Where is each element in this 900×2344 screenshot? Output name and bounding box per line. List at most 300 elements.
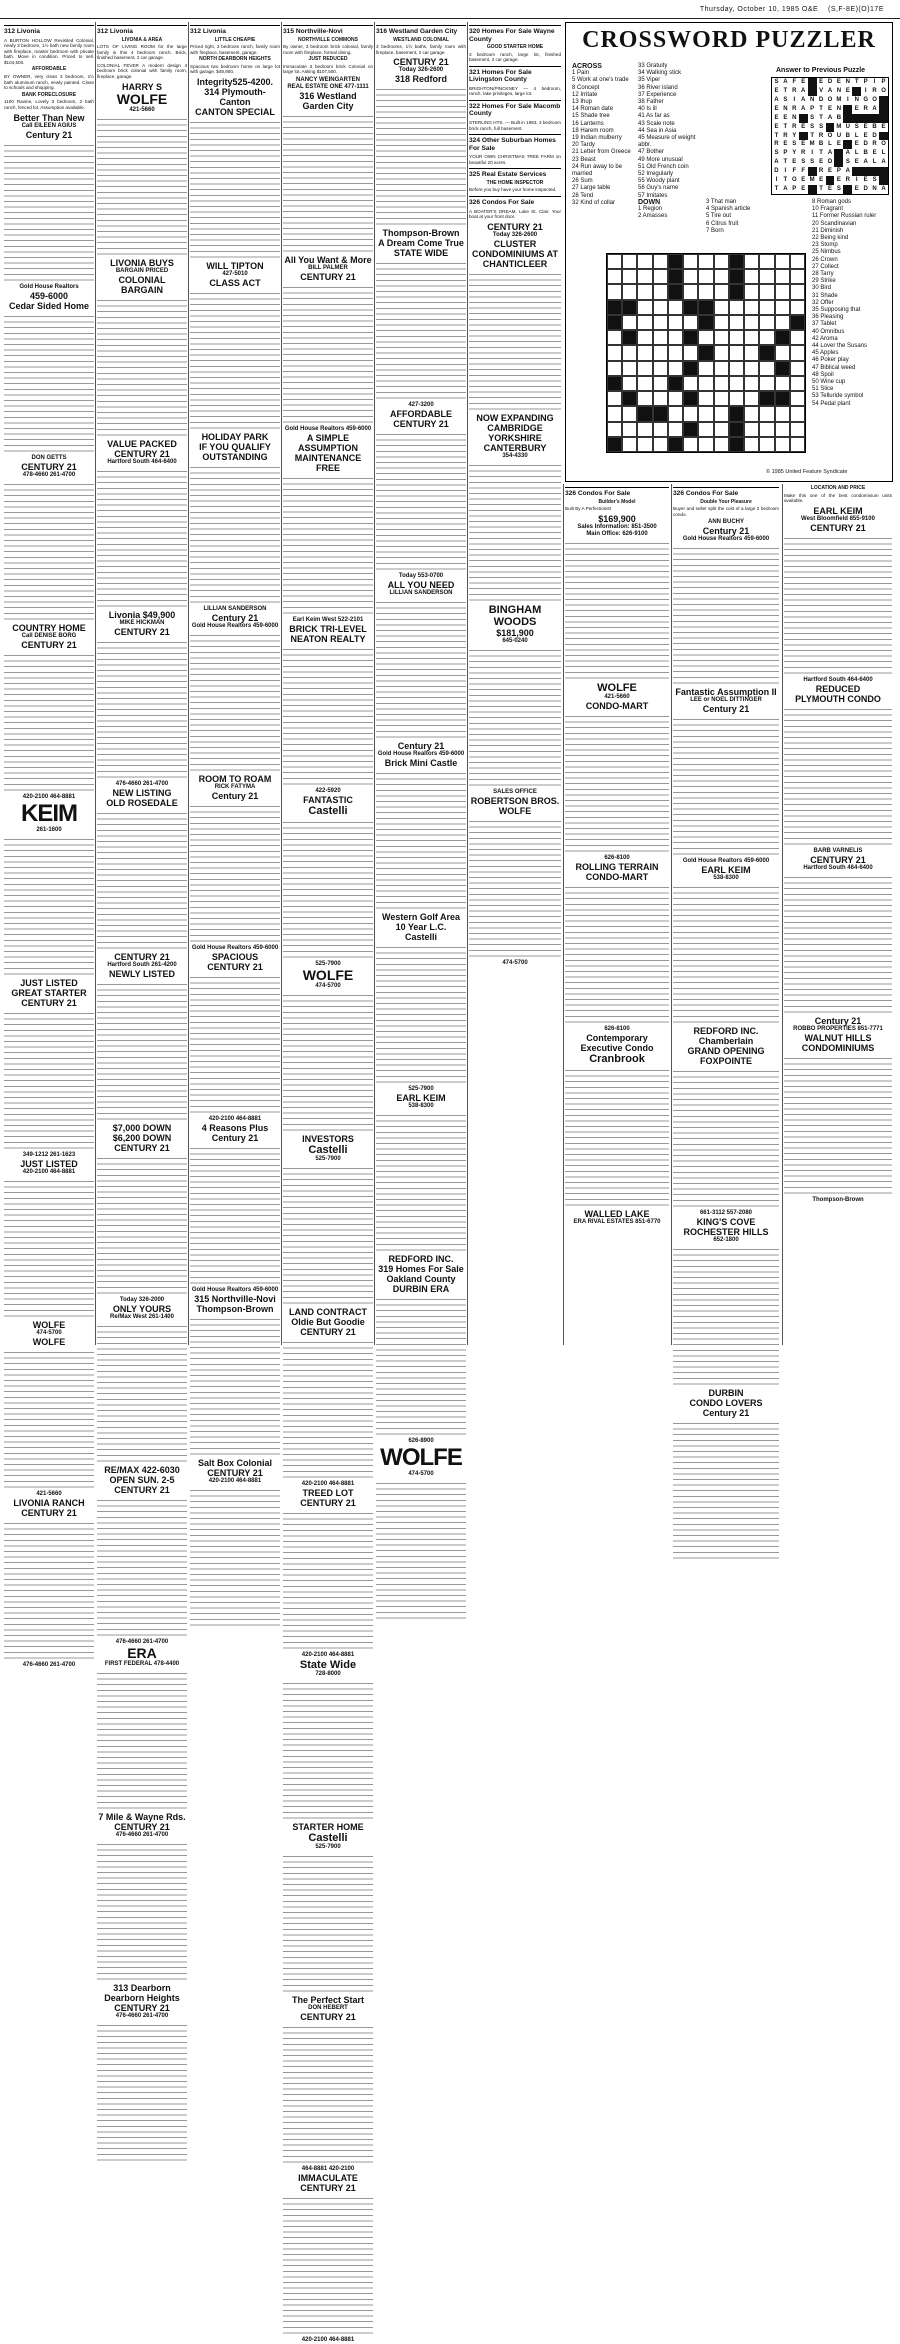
puzzle-cell <box>653 300 668 315</box>
ad-body: LOTS OF LIVING ROOM for the large family in this 4 bedroom ranch. Brick, finished basement, 2 car garage. <box>97 44 187 61</box>
display-ad-text: LEE or NOEL DITTINGER <box>690 697 762 704</box>
ad-text-block <box>97 297 187 437</box>
display-ad-text: 349-1212 261-1623 <box>22 1151 76 1158</box>
puzzle-cell <box>698 422 713 437</box>
display-ad-text: LIVONIA BUYS <box>110 257 174 268</box>
answer-cell: T <box>819 105 823 112</box>
down-list-2 <box>706 199 768 235</box>
display-ad-text: CONDO-MART <box>585 700 649 711</box>
display-ad-text: ALL YOU NEED <box>387 580 455 591</box>
display-ad-text: Castelli <box>404 932 437 943</box>
puzzle-cell <box>653 254 668 269</box>
answer-cell: A <box>827 87 833 94</box>
display-ad-text: 476-4660 261-4700 <box>22 1661 76 1668</box>
ad-text-block <box>190 464 280 604</box>
puzzle-cell <box>668 284 683 299</box>
classified-ad <box>469 86 561 97</box>
ad-text-block <box>97 116 187 256</box>
answer-cell <box>879 167 888 176</box>
answer-cell: A <box>801 87 806 94</box>
column-rule <box>374 22 375 1345</box>
puzzle-cell <box>790 376 805 391</box>
puzzle-cell <box>607 376 622 391</box>
answer-cell: O <box>881 141 886 148</box>
puzzle-cell <box>775 315 790 330</box>
display-ad-text: 474-5700 <box>36 1329 62 1336</box>
puzzle-cell <box>653 376 668 391</box>
display-ad-text: ANN BUCHY <box>708 519 744 526</box>
answer-cell: E <box>854 105 859 112</box>
clue: 44 Sea in Asia <box>638 127 677 134</box>
answer-cell: S <box>810 159 815 166</box>
puzzle-cell <box>653 361 668 376</box>
answer-cell: S <box>810 114 815 121</box>
ad-body: 3 bedrooms, 1½ baths, family room with fireplace, basement, 2 car garage. <box>376 44 466 55</box>
answer-cell <box>879 114 888 123</box>
display-ad-text: FANTASTIC <box>303 795 353 806</box>
display-ad-text: Cranbrook <box>589 1052 645 1065</box>
display-ad-text: BRICK TRI-LEVEL <box>289 624 367 635</box>
display-ad-text: 313 Dearborn Dearborn Heights <box>104 1982 180 2003</box>
ad-text-block <box>97 468 187 608</box>
answer-cell: A <box>801 105 806 112</box>
answer-cell: Y <box>792 132 797 139</box>
classified-ad <box>673 500 779 518</box>
section-heading: 312 Livonia <box>97 25 187 36</box>
puzzle-cell <box>668 269 683 284</box>
answer-cell: I <box>775 177 778 184</box>
puzzle-cell <box>622 406 637 421</box>
display-ad-text: Cedar Sided Home <box>8 300 90 311</box>
puzzle-cell <box>637 406 652 421</box>
puzzle-cell <box>790 269 805 284</box>
answer-cell: A <box>881 159 886 166</box>
ad-text-block <box>283 1510 373 1650</box>
ad-text-block <box>4 142 94 282</box>
display-ad-text: Call EILEEN AGIUS <box>21 122 77 129</box>
display-ad-text: 652-1800 <box>713 1237 739 1244</box>
clue: 27 Large table <box>572 185 611 192</box>
puzzle-cell <box>714 284 729 299</box>
ad-text-block <box>376 431 466 571</box>
puzzle-cell <box>653 391 668 406</box>
ad-text-block <box>190 119 280 259</box>
answer-cell: P <box>836 168 841 175</box>
display-ad-text: Thompson-Brown <box>196 1304 274 1315</box>
puzzle-cell <box>698 437 713 452</box>
display-ad-text: RICK FATYMA <box>214 784 256 791</box>
classified-column <box>190 22 280 1485</box>
ad-text-block <box>190 1145 280 1285</box>
clue: 46 Poker play <box>812 357 849 364</box>
display-ad-text: 474-5700 <box>502 959 528 966</box>
answer-cell: A <box>827 114 833 121</box>
puzzle-cell <box>698 345 713 360</box>
clue: 40 Is ill <box>638 106 657 113</box>
ad-text-block <box>376 1296 466 1436</box>
answer-cell: T <box>810 132 814 139</box>
down-clues-3 <box>812 199 888 408</box>
display-ad-text: A SIMPLE ASSUMPTION <box>297 433 358 454</box>
answer-cell: L <box>828 141 832 148</box>
clue: 43 Scale note <box>638 120 675 127</box>
masthead <box>700 6 884 13</box>
display-ad-text: 427-3200 <box>408 402 434 409</box>
puzzle-cell <box>637 254 652 269</box>
ad-headline: WESTLAND COLONIAL <box>393 36 449 43</box>
clue: 13 Ihup <box>572 99 593 106</box>
ad-text-block <box>283 992 373 1132</box>
display-ad-text: NOW EXPANDING <box>476 412 554 423</box>
across-label: ACROSS <box>572 63 602 70</box>
display-ad-text: 476-4660 261-4700 <box>115 2012 169 2019</box>
answer-cell: R <box>845 177 850 184</box>
puzzle-cell <box>759 254 774 269</box>
ad-text-block <box>283 2195 373 2335</box>
answer-cell: L <box>854 132 859 139</box>
puzzle-cell <box>653 422 668 437</box>
clue: 29 Strike <box>812 278 836 285</box>
classified-ad <box>4 38 94 66</box>
ad-text-block <box>190 632 280 772</box>
answer-cell: R <box>863 105 868 112</box>
ad-text-block <box>784 874 892 1014</box>
ad-text-block <box>97 1323 187 1463</box>
answer-cell: I <box>864 87 867 94</box>
clue: 4 Spanish article <box>706 206 751 213</box>
answer-cell: I <box>811 150 813 157</box>
answer-cell: R <box>792 87 797 94</box>
ad-body: Built By A Perfectionist <box>565 506 611 512</box>
ad-body: YOUR OWN CHRISTMAS TREE FARM on beautiful 20 acres. <box>469 154 561 165</box>
display-ad-text: KING'S COVE ROCHESTER HILLS <box>683 1217 769 1238</box>
column-rule <box>95 22 96 1345</box>
section-heading: 326 Condos For Sale <box>469 196 561 207</box>
display-ad-text: CENTURY 21 <box>114 448 170 459</box>
puzzle-cell <box>683 406 698 421</box>
answer-cell: A <box>801 96 806 103</box>
ad-text-block <box>376 770 466 910</box>
answer-cell: N <box>783 105 788 112</box>
display-ad-text: ROOM TO ROAM <box>198 774 272 785</box>
ad-text-block <box>283 1165 373 1305</box>
answer-cell: E <box>801 177 806 184</box>
ad-text-block <box>673 716 779 856</box>
display-ad-text: 464-8881 420-2100 <box>301 2166 355 2173</box>
classified-column <box>97 22 187 2019</box>
answer-cell: A <box>827 150 833 157</box>
display-ad-text: State Wide <box>299 1659 357 1672</box>
answer-cell <box>879 96 888 105</box>
answer-cell <box>826 123 835 132</box>
classified-ad <box>190 38 280 56</box>
puzzle-cell <box>729 284 744 299</box>
answer-cell <box>852 114 861 123</box>
display-ad-text: STATE WIDE <box>393 248 449 259</box>
clue: 12 Irritate <box>572 91 598 98</box>
answer-cell: P <box>810 105 815 112</box>
section-heading: 326 Condos For Sale <box>673 487 779 498</box>
display-ad-text: LIVONIA RANCH <box>13 1497 85 1508</box>
ad-text-block <box>4 1010 94 1150</box>
display-ad-text: WOLFE <box>116 90 168 107</box>
ad-body: Buyer and seller split the cost of a large 2 bedroom condo. <box>673 506 779 517</box>
display-ad-text: BILL PALMER <box>308 265 348 272</box>
puzzle-cell <box>775 406 790 421</box>
clue: 38 Father <box>638 99 664 106</box>
answer-grid <box>771 77 889 195</box>
answer-cell <box>843 140 852 149</box>
display-ad-text: AFFORDABLE <box>390 409 452 420</box>
section-heading: 321 Homes For Sale Livingston County <box>469 66 561 84</box>
ad-headline: GOOD STARTER HOME <box>486 44 544 50</box>
puzzle-cell <box>744 391 759 406</box>
clue: 23 Stomp <box>812 242 838 249</box>
answer-cell: B <box>845 132 850 139</box>
puzzle-cell <box>744 300 759 315</box>
clue: 20 Tardy <box>572 142 595 149</box>
puzzle-cell <box>714 391 729 406</box>
answer-cell <box>834 149 843 158</box>
display-ad-text: 525-7900 <box>315 961 341 968</box>
answer-cell: E <box>792 159 797 166</box>
answer-cell: E <box>774 123 779 130</box>
display-ad-text: 626-8100 <box>604 1025 630 1032</box>
across-list-2 <box>638 63 700 200</box>
answer-cell: R <box>872 87 877 94</box>
answer-cell: R <box>774 141 779 148</box>
answer-cell: E <box>836 177 841 184</box>
puzzle-cell <box>759 376 774 391</box>
ad-text-block <box>565 884 669 1024</box>
display-ad-text: 474-5700 <box>408 1471 434 1478</box>
puzzle-cell <box>775 300 790 315</box>
display-ad-text: CENTURY 21 <box>207 1468 263 1479</box>
display-ad-text: Integrity525-4200. <box>196 77 274 88</box>
display-ad-text: Western Golf Area <box>381 912 461 923</box>
ad-headline: LITTLE CHEAPIE <box>214 36 256 43</box>
clue: 2 Amasses <box>638 213 668 220</box>
display-ad-text: SALES OFFICE <box>493 788 537 795</box>
clue: 28 Tend <box>572 192 594 199</box>
clue: 37 Experience <box>638 91 677 98</box>
display-ad-text: Hartford South 464-6400 <box>107 458 177 465</box>
puzzle-cell <box>729 391 744 406</box>
answer-cell: E <box>827 168 832 175</box>
display-ad-text: 538-8300 <box>408 1103 434 1110</box>
clue: 47 Biblical weed <box>812 364 856 371</box>
puzzle-cell <box>683 330 698 345</box>
puzzle-cell <box>637 376 652 391</box>
answer-cell: T <box>774 186 779 193</box>
answer-cell: E <box>854 159 859 166</box>
display-ad-text: CENTURY 21 <box>114 626 170 637</box>
display-ad-text: CLASS ACT <box>209 278 261 289</box>
answer-cell <box>843 185 852 194</box>
puzzle-cell <box>683 254 698 269</box>
ad-text-block <box>283 1339 373 1479</box>
answer-cell: F <box>801 168 806 175</box>
ad-body: BRIGHTON/PINCKNEY — 4 bedroom, ranch, lake privileges, large lot. <box>469 85 561 97</box>
display-ad-text: $169,900 <box>598 513 636 524</box>
clue: 49 More unusual <box>638 156 683 163</box>
ad-body: By owner, 3 bedroom brick colonial, family room with fireplace, formal dining. <box>283 44 373 55</box>
display-ad-text: MIKE HICKMAN <box>119 619 165 626</box>
answer-cell: P <box>792 186 797 193</box>
ad-text-block <box>97 981 187 1121</box>
clue: 21 Letter from Greece <box>572 149 631 156</box>
display-ad-text: Thompson-Brown <box>812 1196 864 1203</box>
answer-cell: R <box>872 141 877 148</box>
display-ad-text: EARL KEIM <box>813 505 863 516</box>
puzzle-cell <box>668 406 683 421</box>
clue: 31 Shade <box>812 292 838 299</box>
display-ad-text: Century 21 <box>211 613 259 624</box>
display-ad-text: WALNUT HILLS CONDOMINIUMS <box>801 1032 875 1053</box>
answer-cell: S <box>836 186 841 193</box>
clue: 25 Nimbus <box>812 249 841 256</box>
answer-cell: E <box>836 79 841 85</box>
column-rule <box>188 22 189 1345</box>
display-ad-text: NANCY WEINGARTEN <box>296 77 360 84</box>
puzzle-cell <box>698 376 713 391</box>
puzzle-cell <box>759 345 774 360</box>
ad-text-block <box>469 462 561 602</box>
display-ad-text: Castelli <box>308 805 348 818</box>
puzzle-cell <box>729 330 744 345</box>
classified-column <box>4 22 94 1668</box>
display-ad-text: RE/MAX 422-6030 <box>104 1464 180 1475</box>
display-ad-text: Today 326-2000 <box>119 1296 165 1303</box>
display-ad-text: 459-6000 <box>29 290 69 301</box>
display-ad-text: CENTURY 21 <box>810 522 866 533</box>
answer-cell: B <box>836 114 842 121</box>
clue: 44 Lover the Susans <box>812 343 868 350</box>
display-ad-text: 314 Plymouth-Canton <box>204 87 266 108</box>
ad-body: Make this one of the best condominium units available. <box>784 492 892 504</box>
clue: 27 Collect <box>812 263 839 270</box>
classified-ad <box>4 93 94 111</box>
classified-column <box>565 484 669 1345</box>
display-ad-text: 525-7900 <box>315 1844 341 1851</box>
answer-cell: E <box>854 186 859 193</box>
puzzle-cell <box>714 361 729 376</box>
clue: 54 Pedal plant <box>812 400 851 407</box>
answer-cell: E <box>819 177 824 184</box>
puzzle-cell <box>759 422 774 437</box>
answer-cell: S <box>872 177 877 184</box>
puzzle-cell <box>668 345 683 360</box>
display-ad-text: NEW LISTING <box>112 787 172 798</box>
answer-cell: O <box>872 96 877 103</box>
answer-cell <box>826 176 835 185</box>
puzzle-cell <box>637 437 652 452</box>
puzzle-cell <box>744 376 759 391</box>
puzzle-cell <box>622 254 637 269</box>
puzzle-cell <box>790 345 805 360</box>
display-ad-text: OPEN SUN. 2-5 <box>109 1474 175 1485</box>
answer-cell: N <box>872 186 877 193</box>
puzzle-cell <box>622 391 637 406</box>
section-heading: 326 Condos For Sale <box>565 487 669 498</box>
clue: 18 Harem room <box>572 127 614 134</box>
display-ad-text: 476-4660 261-4700 <box>115 1831 169 1838</box>
puzzle-cell <box>668 300 683 315</box>
clue: 56 Guy's name <box>638 185 679 192</box>
display-ad-text: 420-2100 464-8881 <box>22 793 76 800</box>
puzzle-cell <box>607 345 622 360</box>
answer-cell: D <box>827 79 833 85</box>
answer-cell: R <box>792 105 797 112</box>
display-ad-text: Today 326-2600 <box>492 231 538 238</box>
display-ad-text: Gold House Realtors 459-6000 <box>191 1287 279 1294</box>
puzzle-cell <box>607 300 622 315</box>
puzzle-cell <box>775 269 790 284</box>
clue: 6 Citrus fruit <box>706 220 739 227</box>
answer-cell <box>808 87 817 96</box>
answer-cell: D <box>863 186 868 193</box>
display-ad-text: CENTURY 21 <box>300 2183 356 2194</box>
answer-cell: R <box>818 132 824 139</box>
display-ad-text: 421-5660 <box>129 106 155 113</box>
ad-text-block <box>4 1520 94 1660</box>
puzzle-cell <box>775 391 790 406</box>
clue: 23 Beast <box>572 156 596 163</box>
answer-cell: M <box>836 96 842 103</box>
across-clues-2 <box>638 63 700 200</box>
clue: 7 Born <box>706 227 724 234</box>
display-ad-text: 626-8100 <box>604 854 630 861</box>
answer-cell: A <box>872 105 877 112</box>
answer-cell: S <box>783 96 788 103</box>
clue: 5 Work at one's trade <box>572 77 629 84</box>
section-heading: 325 Real Estate Services <box>469 168 561 179</box>
display-ad-text: CENTURY 21 <box>300 1327 356 1338</box>
puzzle-cell <box>683 361 698 376</box>
answer-cell: L <box>881 150 886 157</box>
section-heading: 324 Other Suburban Homes For Sale <box>469 134 561 152</box>
display-ad-text: 626-8900 <box>408 1438 434 1445</box>
ad-text-block <box>97 810 187 950</box>
ad-text-block <box>97 1497 187 1637</box>
ad-body: Immaculate 3 bedroom brick Colonial on large lot. Asking $107,500. <box>283 63 373 75</box>
answer-cell: T <box>783 87 788 94</box>
puzzle-cell <box>607 284 622 299</box>
ad-headline: NORTHVILLE COMMONS <box>298 36 358 43</box>
display-ad-text: WOLFE <box>32 1319 66 1330</box>
display-ad-text: CENTURY 21 <box>21 997 77 1008</box>
classified-ad <box>565 500 669 512</box>
ad-body: Before you buy have your home inspected. <box>469 187 557 193</box>
answer-cell: R <box>801 150 806 157</box>
ad-text-block <box>565 540 669 680</box>
answer-cell: I <box>784 168 787 175</box>
answer-cell: E <box>863 132 868 139</box>
answer-cell: N <box>854 96 859 103</box>
ad-headline: Double Your Pleasure <box>700 498 752 505</box>
puzzle-cell <box>668 422 683 437</box>
puzzle-cell <box>714 406 729 421</box>
puzzle-cell <box>653 437 668 452</box>
masthead-code: (S,F-8E)(O)17E <box>827 6 884 13</box>
answer-cell <box>808 78 817 87</box>
answer-cell <box>834 158 843 167</box>
display-ad-text: Gold House Realtors 459-6000 <box>682 536 770 543</box>
answer-cell: E <box>783 141 788 148</box>
answer-cell: I <box>855 177 858 184</box>
puzzle-cell <box>759 406 774 421</box>
ad-text-block <box>283 113 373 253</box>
